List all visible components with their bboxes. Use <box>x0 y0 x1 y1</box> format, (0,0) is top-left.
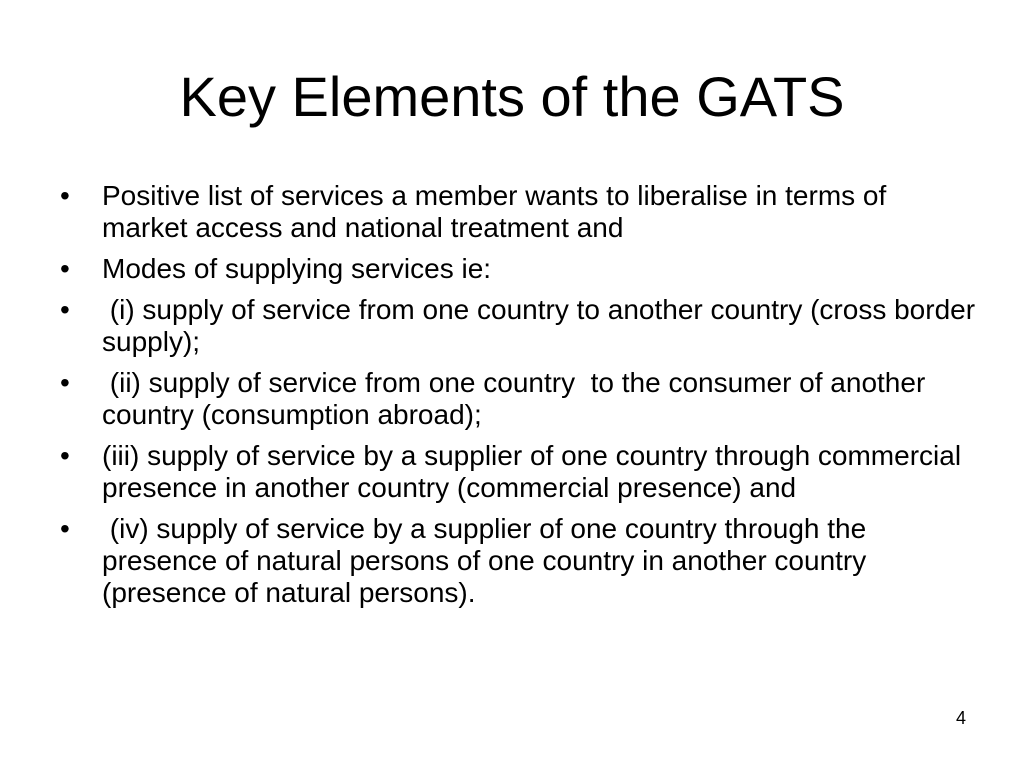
bullet-icon: • <box>60 253 70 284</box>
bullet-text: (i) supply of service from one country to another country (cross border supply); <box>102 294 983 357</box>
bullet-icon: • <box>60 367 70 398</box>
bullet-text: Positive list of services a member wants to liberalise in terms of market access and national treatment and <box>102 180 895 243</box>
bullet-item-modes <box>56 253 976 285</box>
bullet-icon: • <box>60 513 70 544</box>
bullet-text: (ii) supply of service from one country to the consumer of another country (consumption abroad); <box>102 367 934 430</box>
page-number: 4 <box>955 708 966 728</box>
bullet-item-mode-i <box>56 294 983 358</box>
bullet-item-positive-list <box>56 180 976 244</box>
bullet-item-mode-iii <box>56 440 976 504</box>
bullet-icon: • <box>60 440 70 471</box>
bullet-text: Modes of supplying services ie: <box>102 253 492 284</box>
slide-title: Key Elements of the GATS <box>179 65 845 128</box>
bullet-item-mode-iv <box>56 513 976 609</box>
bullet-text: (iv) supply of service by a supplier of one country through the presence of natural persons of one country in another country (presence of natural persons). <box>102 513 875 608</box>
bullet-icon: • <box>60 180 70 211</box>
bullet-item-mode-ii <box>56 367 976 431</box>
bullet-text: (iii) supply of service by a supplier of one country through commercial presence in another country (commercial presence) and <box>102 440 969 503</box>
bullet-list <box>56 180 983 618</box>
bullet-icon: • <box>60 294 70 325</box>
